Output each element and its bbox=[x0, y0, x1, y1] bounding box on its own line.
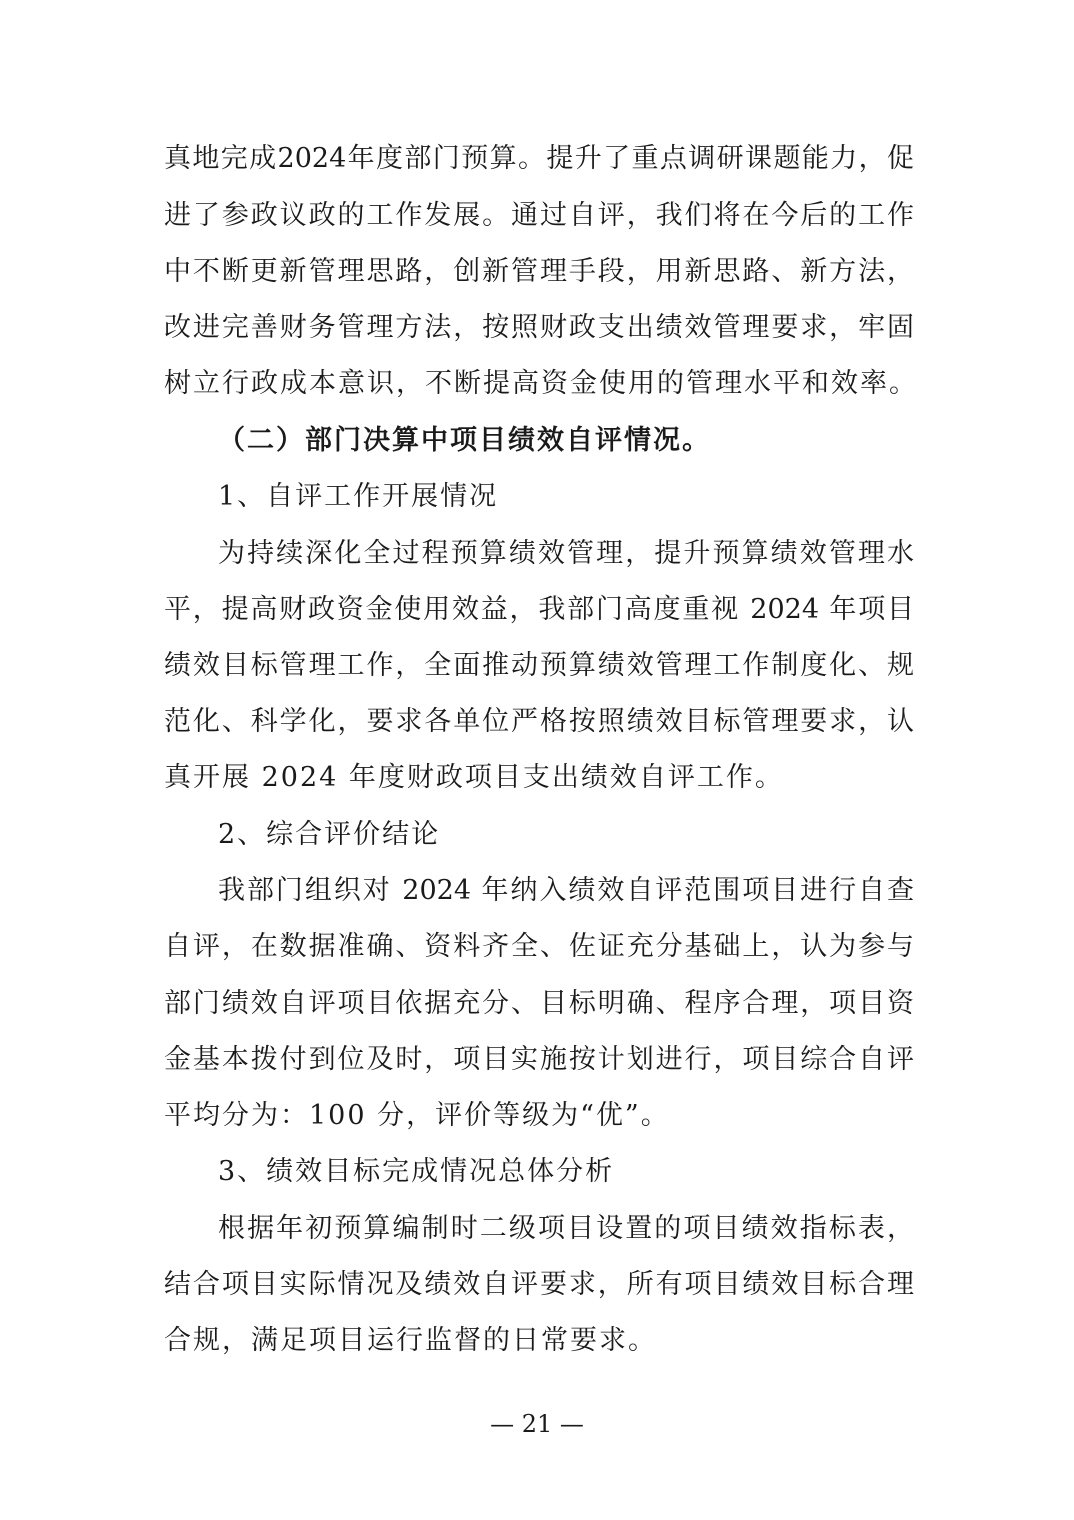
paragraph-line: 平，提高财政资金使用效益，我部门高度重视 2024 年项目 bbox=[164, 594, 914, 625]
paragraph-line: 自评，在数据准确、资料齐全、佐证充分基础上，认为参与 bbox=[164, 931, 914, 962]
paragraph-line: 树立行政成本意识，不断提高资金使用的管理水平和效率。 bbox=[164, 368, 918, 399]
paragraph-line: 平均分为：100 分，评价等级为“优”。 bbox=[164, 1100, 670, 1131]
subsection-heading: 3、绩效目标完成情况总体分析 bbox=[218, 1156, 615, 1187]
paragraph-line: 结合项目实际情况及绩效自评要求，所有项目绩效目标合理 bbox=[164, 1269, 914, 1300]
paragraph-line: 我部门组织对 2024 年纳入绩效自评范围项目进行自查 bbox=[218, 875, 914, 906]
paragraph-line: 真地完成2024年度部门预算。提升了重点调研课题能力，促 bbox=[164, 143, 914, 174]
page-number: — 21 — bbox=[490, 1410, 584, 1438]
subsection-heading: 1、自评工作开展情况 bbox=[218, 481, 499, 512]
paragraph-line: 中不断更新管理思路，创新管理手段，用新思路、新方法， bbox=[164, 256, 914, 287]
paragraph-line: 合规，满足项目运行监督的日常要求。 bbox=[164, 1325, 657, 1356]
paragraph-line: 部门绩效自评项目依据充分、目标明确、程序合理，项目资 bbox=[164, 988, 914, 1019]
paragraph-line: 为持续深化全过程预算绩效管理，提升预算绩效管理水 bbox=[218, 538, 914, 569]
paragraph-line: 进了参政议政的工作发展。通过自评，我们将在今后的工作 bbox=[164, 200, 914, 231]
paragraph-line: 金基本拨付到位及时，项目实施按计划进行，项目综合自评 bbox=[164, 1044, 914, 1075]
paragraph-line: 绩效目标管理工作，全面推动预算绩效管理工作制度化、规 bbox=[164, 650, 914, 681]
paragraph-line: 改进完善财务管理方法，按照财政支出绩效管理要求，牢固 bbox=[164, 312, 914, 343]
paragraph-line: 范化、科学化，要求各单位严格按照绩效目标管理要求，认 bbox=[164, 706, 914, 737]
subsection-heading: 2、综合评价结论 bbox=[218, 819, 441, 850]
paragraph-line: 根据年初预算编制时二级项目设置的项目绩效指标表， bbox=[218, 1213, 914, 1244]
paragraph-line: 真开展 2024 年度财政项目支出绩效自评工作。 bbox=[164, 762, 784, 793]
section-heading: （二）部门决算中项目绩效自评情况。 bbox=[218, 425, 711, 456]
